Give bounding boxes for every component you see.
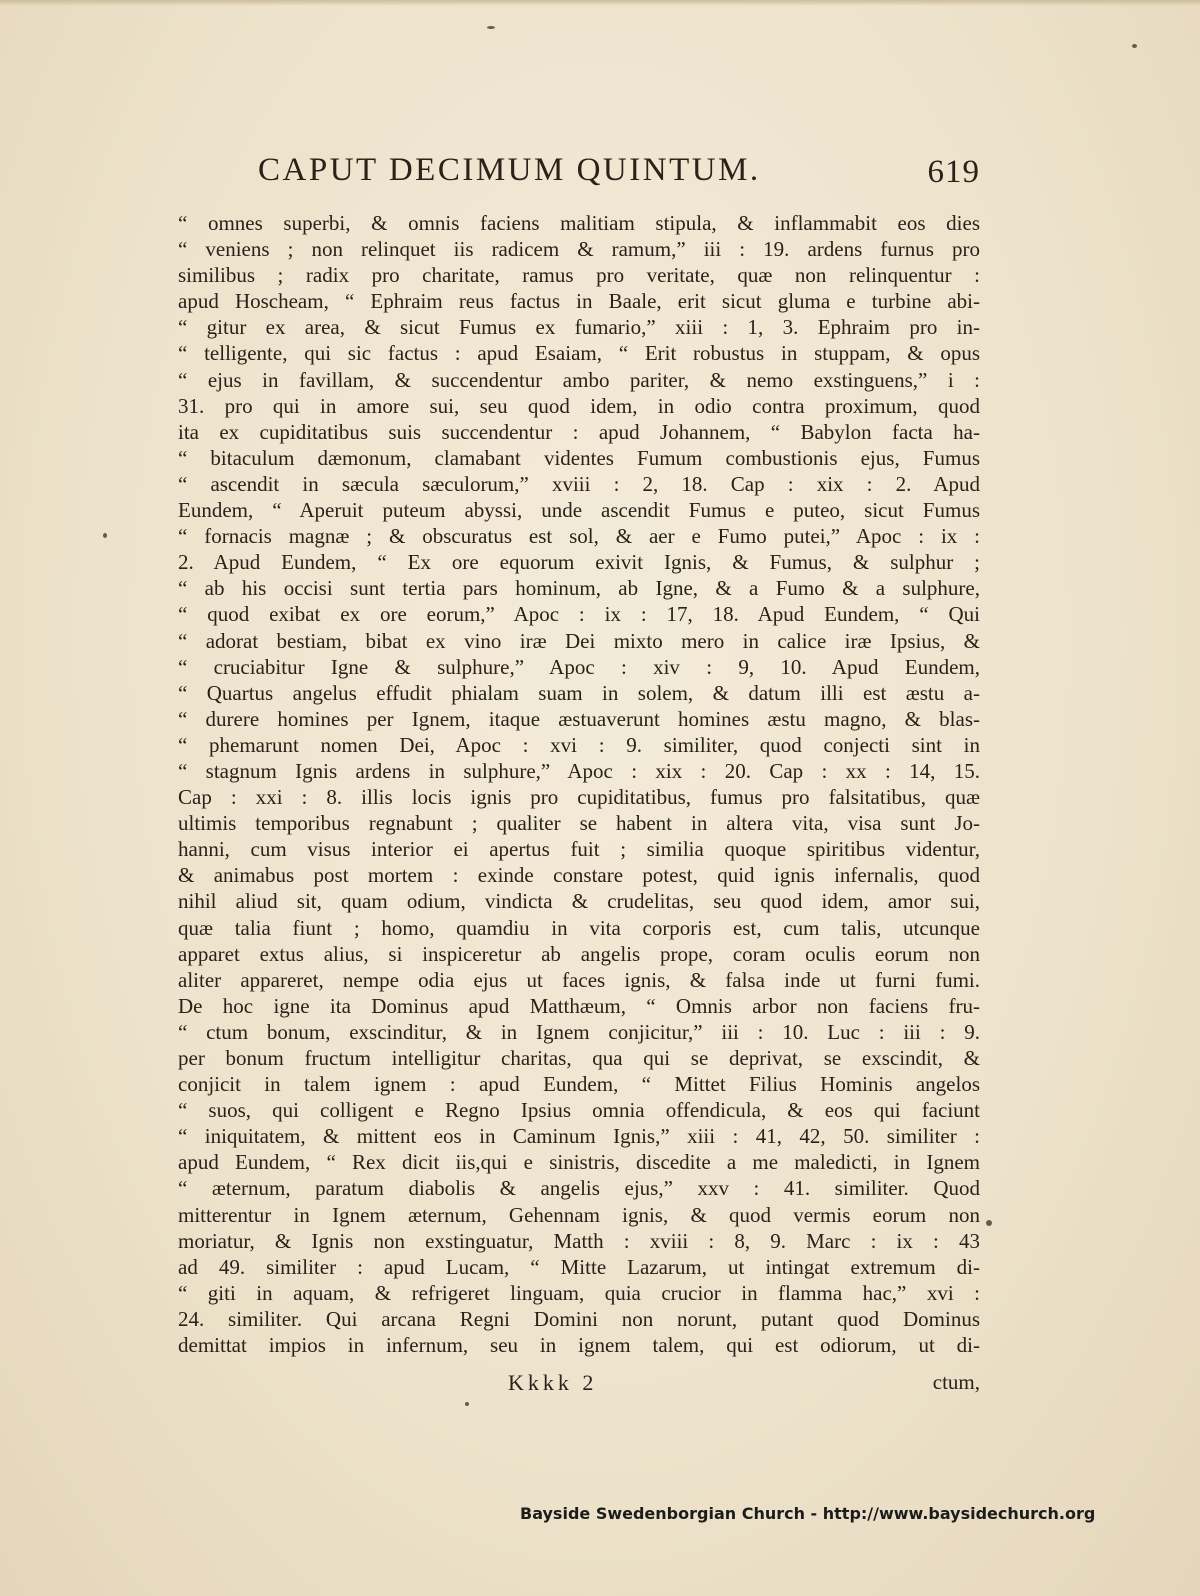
text-line: “ fornacis magnæ ; & obscuratus est sol, & aer e Fumo putei,” Apoc : ix : xyxy=(178,524,980,549)
text-line: “ ejus in favillam, & succendentur ambo pariter, & nemo exstinguens,” i : xyxy=(178,367,980,392)
text-line: “ ab his occisi sunt tertia pars hominum, ab Igne, & a Fumo & a sulphure, xyxy=(178,576,980,601)
ink-speck xyxy=(1132,44,1137,48)
text-line: “ stagnum Ignis ardens in sulphure,” Apoc : xix : 20. Cap : xx : 14, 15. xyxy=(178,758,980,783)
text-line: “ giti in aquam, & refrigeret linguam, quia crucior in flamma hac,” xvi : xyxy=(178,1280,980,1305)
text-line: “ phemarunt nomen Dei, Apoc : xvi : 9. similiter, quod conjecti sint in xyxy=(178,732,980,757)
body-text xyxy=(178,210,980,1358)
text-line: nihil aliud sit, quam odium, vindicta & crudelitas, seu quod idem, amor sui, xyxy=(178,889,980,914)
text-line: “ Quartus angelus effudit phialam suam in solem, & datum illi est æstu a- xyxy=(178,680,980,705)
page-edge xyxy=(0,0,1200,6)
text-line: demittat impios in infernum, seu in ignem talem, qui est odiorum, ut di- xyxy=(178,1333,980,1358)
text-line: apud Hoscheam, “ Ephraim reus factus in Baale, erit sicut gluma e turbine abi- xyxy=(178,289,980,314)
text-line: “ omnes superbi, & omnis faciens malitiam stipula, & inflammabit eos dies xyxy=(178,211,980,235)
text-line: “ æternum, paratum diabolis & angelis ejus,” xxv : 41. similiter. Quod xyxy=(178,1176,980,1201)
text-line: “ quod exibat ex ore eorum,” Apoc : ix : 17, 18. Apud Eundem, “ Qui xyxy=(178,602,980,627)
text-line: apud Eundem, “ Rex dicit iis,qui e sinistris, discedite a me maledicti, in Ignem xyxy=(178,1150,980,1175)
text-line: 31. pro qui in amore sui, seu quod idem, in odio contra proximum, quod xyxy=(178,393,980,418)
text-line: apparet extus alius, si inspiceretur ab angelis prope, coram oculis eorum non xyxy=(178,941,980,966)
text-line: “ telligente, qui sic factus : apud Esaiam, “ Erit robustus in stuppam, & opus xyxy=(178,341,980,366)
running-title: CAPUT DECIMUM QUINTUM. xyxy=(258,152,761,188)
text-line: “ ascendit in sæcula sæculorum,” xviii : 2, 18. Cap : xix : 2. Apud xyxy=(178,471,980,496)
page-number: 619 xyxy=(927,154,980,190)
page-footer xyxy=(178,1370,980,1400)
text-line: “ ctum bonum, exscinditur, & in Ignem conjicitur,” iii : 10. Luc : iii : 9. xyxy=(178,1019,980,1044)
ink-speck xyxy=(465,1402,469,1406)
text-line: 2. Apud Eundem, “ Ex ore equorum exivit Ignis, & Fumus, & sulphur ; xyxy=(178,550,980,575)
page-header xyxy=(180,152,980,200)
ink-speck xyxy=(986,1220,992,1226)
text-line: Eundem, “ Aperuit puteum abyssi, unde ascendit Fumus e puteo, sicut Fumus xyxy=(178,498,980,523)
text-line: similibus ; radix pro charitate, ramus pro veritate, quæ non relinquentur : xyxy=(178,263,980,288)
text-line: aliter appareret, nempe odia ejus ut faces ignis, & falsa inde ut furni fumi. xyxy=(178,967,980,992)
text-line: moriatur, & Ignis non exstinguatur, Matth : xviii : 8, 9. Marc : ix : 43 xyxy=(178,1228,980,1253)
text-line: per bonum fructum intelligitur charitas, qua qui se deprivat, se exscindit, & xyxy=(178,1046,980,1070)
text-line: “ bitaculum dæmonum, clamabant videntes Fumum combustionis ejus, Fumus xyxy=(178,445,980,470)
text-line: conjicit in talem ignem : apud Eundem, “ Mittet Filius Hominis angelos xyxy=(178,1072,980,1097)
signature-mark: Kkkk 2 xyxy=(508,1370,598,1395)
text-line: “ veniens ; non relinquet iis radicem & ramum,” iii : 19. ardens furnus pro xyxy=(178,237,980,262)
ink-speck xyxy=(103,533,107,538)
text-line: “ cruciabitur Igne & sulphure,” Apoc : xiv : 9, 10. Apud Eundem, xyxy=(178,654,980,679)
text-line: Cap : xxi : 8. illis locis ignis pro cupiditatibus, fumus pro falsitatibus, quæ xyxy=(178,785,980,810)
text-line: “ suos, qui colligent e Regno Ipsius omnia offendicula, & eos qui faciunt xyxy=(178,1098,980,1123)
text-line: “ gitur ex area, & sicut Fumus ex fumario,” xiii : 1, 3. Ephraim pro in- xyxy=(178,315,980,340)
text-line: “ durere homines per Ignem, itaque æstuaverunt homines æstu magno, & blas- xyxy=(178,706,980,731)
text-line: mitterentur in Ignem æternum, Gehennam ignis, & quod vermis eorum non xyxy=(178,1202,980,1227)
text-line: De hoc igne ita Dominus apud Matthæum, “ Omnis arbor non faciens fru- xyxy=(178,993,980,1018)
text-line: quæ talia fiunt ; homo, quamdiu in vita corporis est, cum talis, utcunque xyxy=(178,915,980,940)
text-line: “ iniquitatem, & mittent eos in Caminum Ignis,” xiii : 41, 42, 50. similiter : xyxy=(178,1124,980,1149)
watermark-text: Bayside Swedenborgian Church - http://www.baysidechurch.org xyxy=(520,1504,1096,1523)
text-line: 24. similiter. Qui arcana Regni Domini non norunt, putant quod Dominus xyxy=(178,1306,980,1331)
text-line: “ adorat bestiam, bibat ex vino iræ Dei mixto mero in calice iræ Ipsius, & xyxy=(178,628,980,653)
text-line: ita ex cupiditatibus suis succendentur : apud Johannem, “ Babylon facta ha- xyxy=(178,419,980,444)
ink-speck xyxy=(487,26,495,29)
text-line: ultimis temporibus regnabunt ; qualiter se habent in altera vita, visa sunt Jo- xyxy=(178,811,980,836)
text-line: ad 49. similiter : apud Lucam, “ Mitte Lazarum, ut intingat extremum di- xyxy=(178,1254,980,1279)
text-line: hanni, cum visus interior ei apertus fuit ; similia quoque spiritibus videntur, xyxy=(178,837,980,862)
catchword: ctum, xyxy=(932,1370,980,1394)
text-line: & animabus post mortem : exinde constare potest, quid ignis infernalis, quod xyxy=(178,863,980,888)
